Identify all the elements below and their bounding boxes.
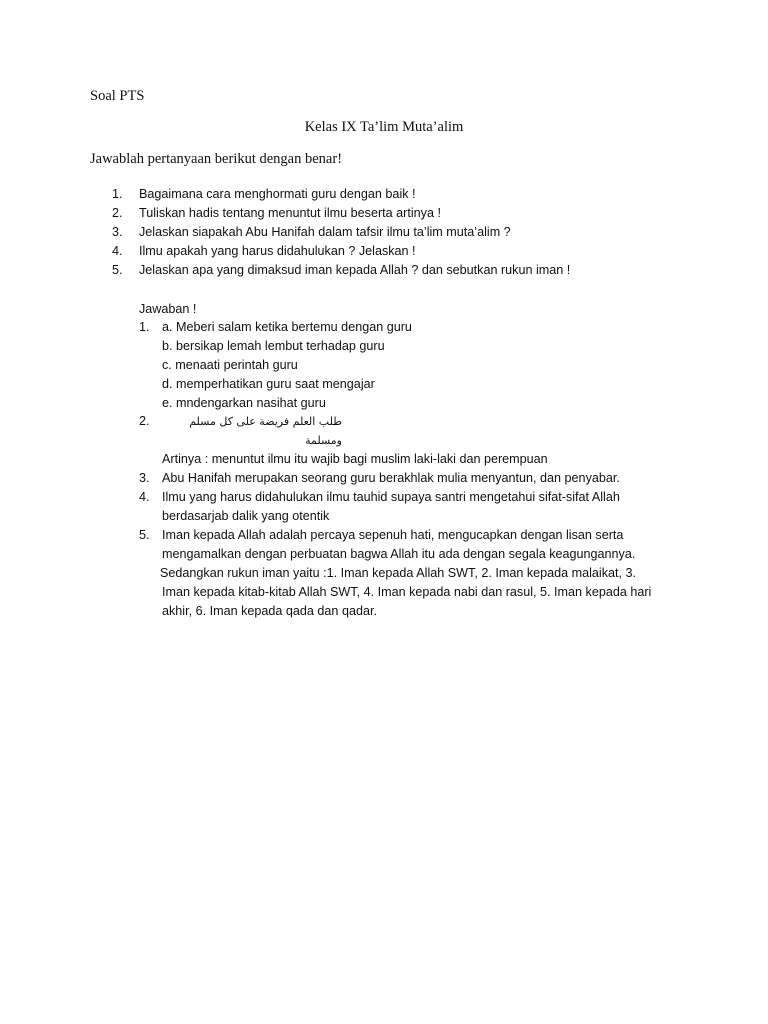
answer-5-line-2: mengamalkan dengan perbuatan bagwa Allah itu ada dengan segala keagungannya. (162, 547, 636, 561)
answer-5-row (139, 526, 651, 545)
answer-4 (139, 488, 620, 526)
question-text: Bagaimana cara menghormati guru dengan baik ! (139, 187, 416, 201)
question-text: Jelaskan siapakah Abu Hanifah dalam tafsir ilmu ta’lim muta’alim ? (139, 225, 511, 239)
answer-number: 4. (139, 490, 150, 504)
document-title: Soal PTS (90, 88, 145, 104)
question-item (112, 223, 570, 242)
answer-1-item-b: b. bersikap lemah lembut terhadap guru (162, 339, 385, 353)
answer-5-line-3: Sedangkan rukun iman yaitu :1. Iman kepada Allah SWT, 2. Iman kepada malaikat, 3. (160, 566, 637, 580)
answer-3-text: Abu Hanifah merupakan seorang guru berakhlak mulia menyantun, dan penyabar. (162, 471, 620, 485)
question-number: 4. (112, 244, 123, 258)
question-item (112, 261, 570, 280)
answer-5-line-4: Iman kepada kitab-kitab Allah SWT, 4. Iman kepada nabi dan rasul, 5. Iman kepada hari (162, 585, 652, 599)
answer-number: 5. (139, 528, 150, 542)
answer-1-item-a: a. Meberi salam ketika bertemu dengan guru (162, 320, 412, 334)
answer-1-item-d: d. memperhatikan guru saat mengajar (162, 377, 375, 391)
answer-number: 3. (139, 471, 150, 485)
answer-5-line-5: akhir, 6. Iman kepada qada dan qadar. (162, 604, 377, 618)
answer-number: 2. (139, 414, 150, 428)
answers-heading: Jawaban ! (139, 302, 197, 316)
answer-1 (139, 318, 412, 413)
question-list (112, 185, 570, 280)
question-number: 3. (112, 225, 123, 239)
instruction-text: Jawablah pertanyaan berikut dengan benar! (90, 151, 343, 167)
hadith-meaning: Artinya : menuntut ilmu itu wajib bagi muslim laki-laki dan perempuan (162, 452, 548, 466)
answer-2 (139, 412, 548, 469)
answer-4-row (139, 488, 620, 507)
answer-number: 1. (139, 320, 150, 334)
answer-4-line-2: berdasarjab dalik yang otentik (162, 509, 330, 523)
answer-5 (139, 526, 651, 621)
question-number: 5. (112, 263, 123, 277)
question-number: 2. (112, 206, 123, 220)
answer-4-line-1: Ilmu yang harus didahulukan ilmu tauhid supaya santri mengetahui sifat-sifat Allah (162, 490, 620, 504)
hadith-arabic-text: طلب العلم فريضة على كل مسلم ومسلمة (189, 415, 342, 447)
answer-3 (139, 469, 620, 488)
question-item (112, 185, 570, 204)
question-item (112, 204, 570, 223)
question-item (112, 242, 570, 261)
answer-1-item-c: c. menaati perintah guru (162, 358, 298, 372)
question-text: Ilmu apakah yang harus didahulukan ? Jelaskan ! (139, 244, 416, 258)
document-subtitle: Kelas IX Ta’lim Muta’alim (304, 119, 464, 135)
answer-2-row (139, 412, 548, 450)
answer-1-item-e: e. mndengarkan nasihat guru (162, 396, 326, 410)
question-text: Tuliskan hadis tentang menuntut ilmu beserta artinya ! (139, 206, 441, 220)
answer-5-line-1: Iman kepada Allah adalah percaya sepenuh hati, mengucapkan dengan lisan serta (162, 528, 624, 542)
answer-3-row (139, 469, 620, 488)
answer-1-row (139, 318, 412, 337)
question-text: Jelaskan apa yang dimaksud iman kepada Allah ? dan sebutkan rukun iman ! (139, 263, 571, 277)
question-number: 1. (112, 187, 123, 201)
